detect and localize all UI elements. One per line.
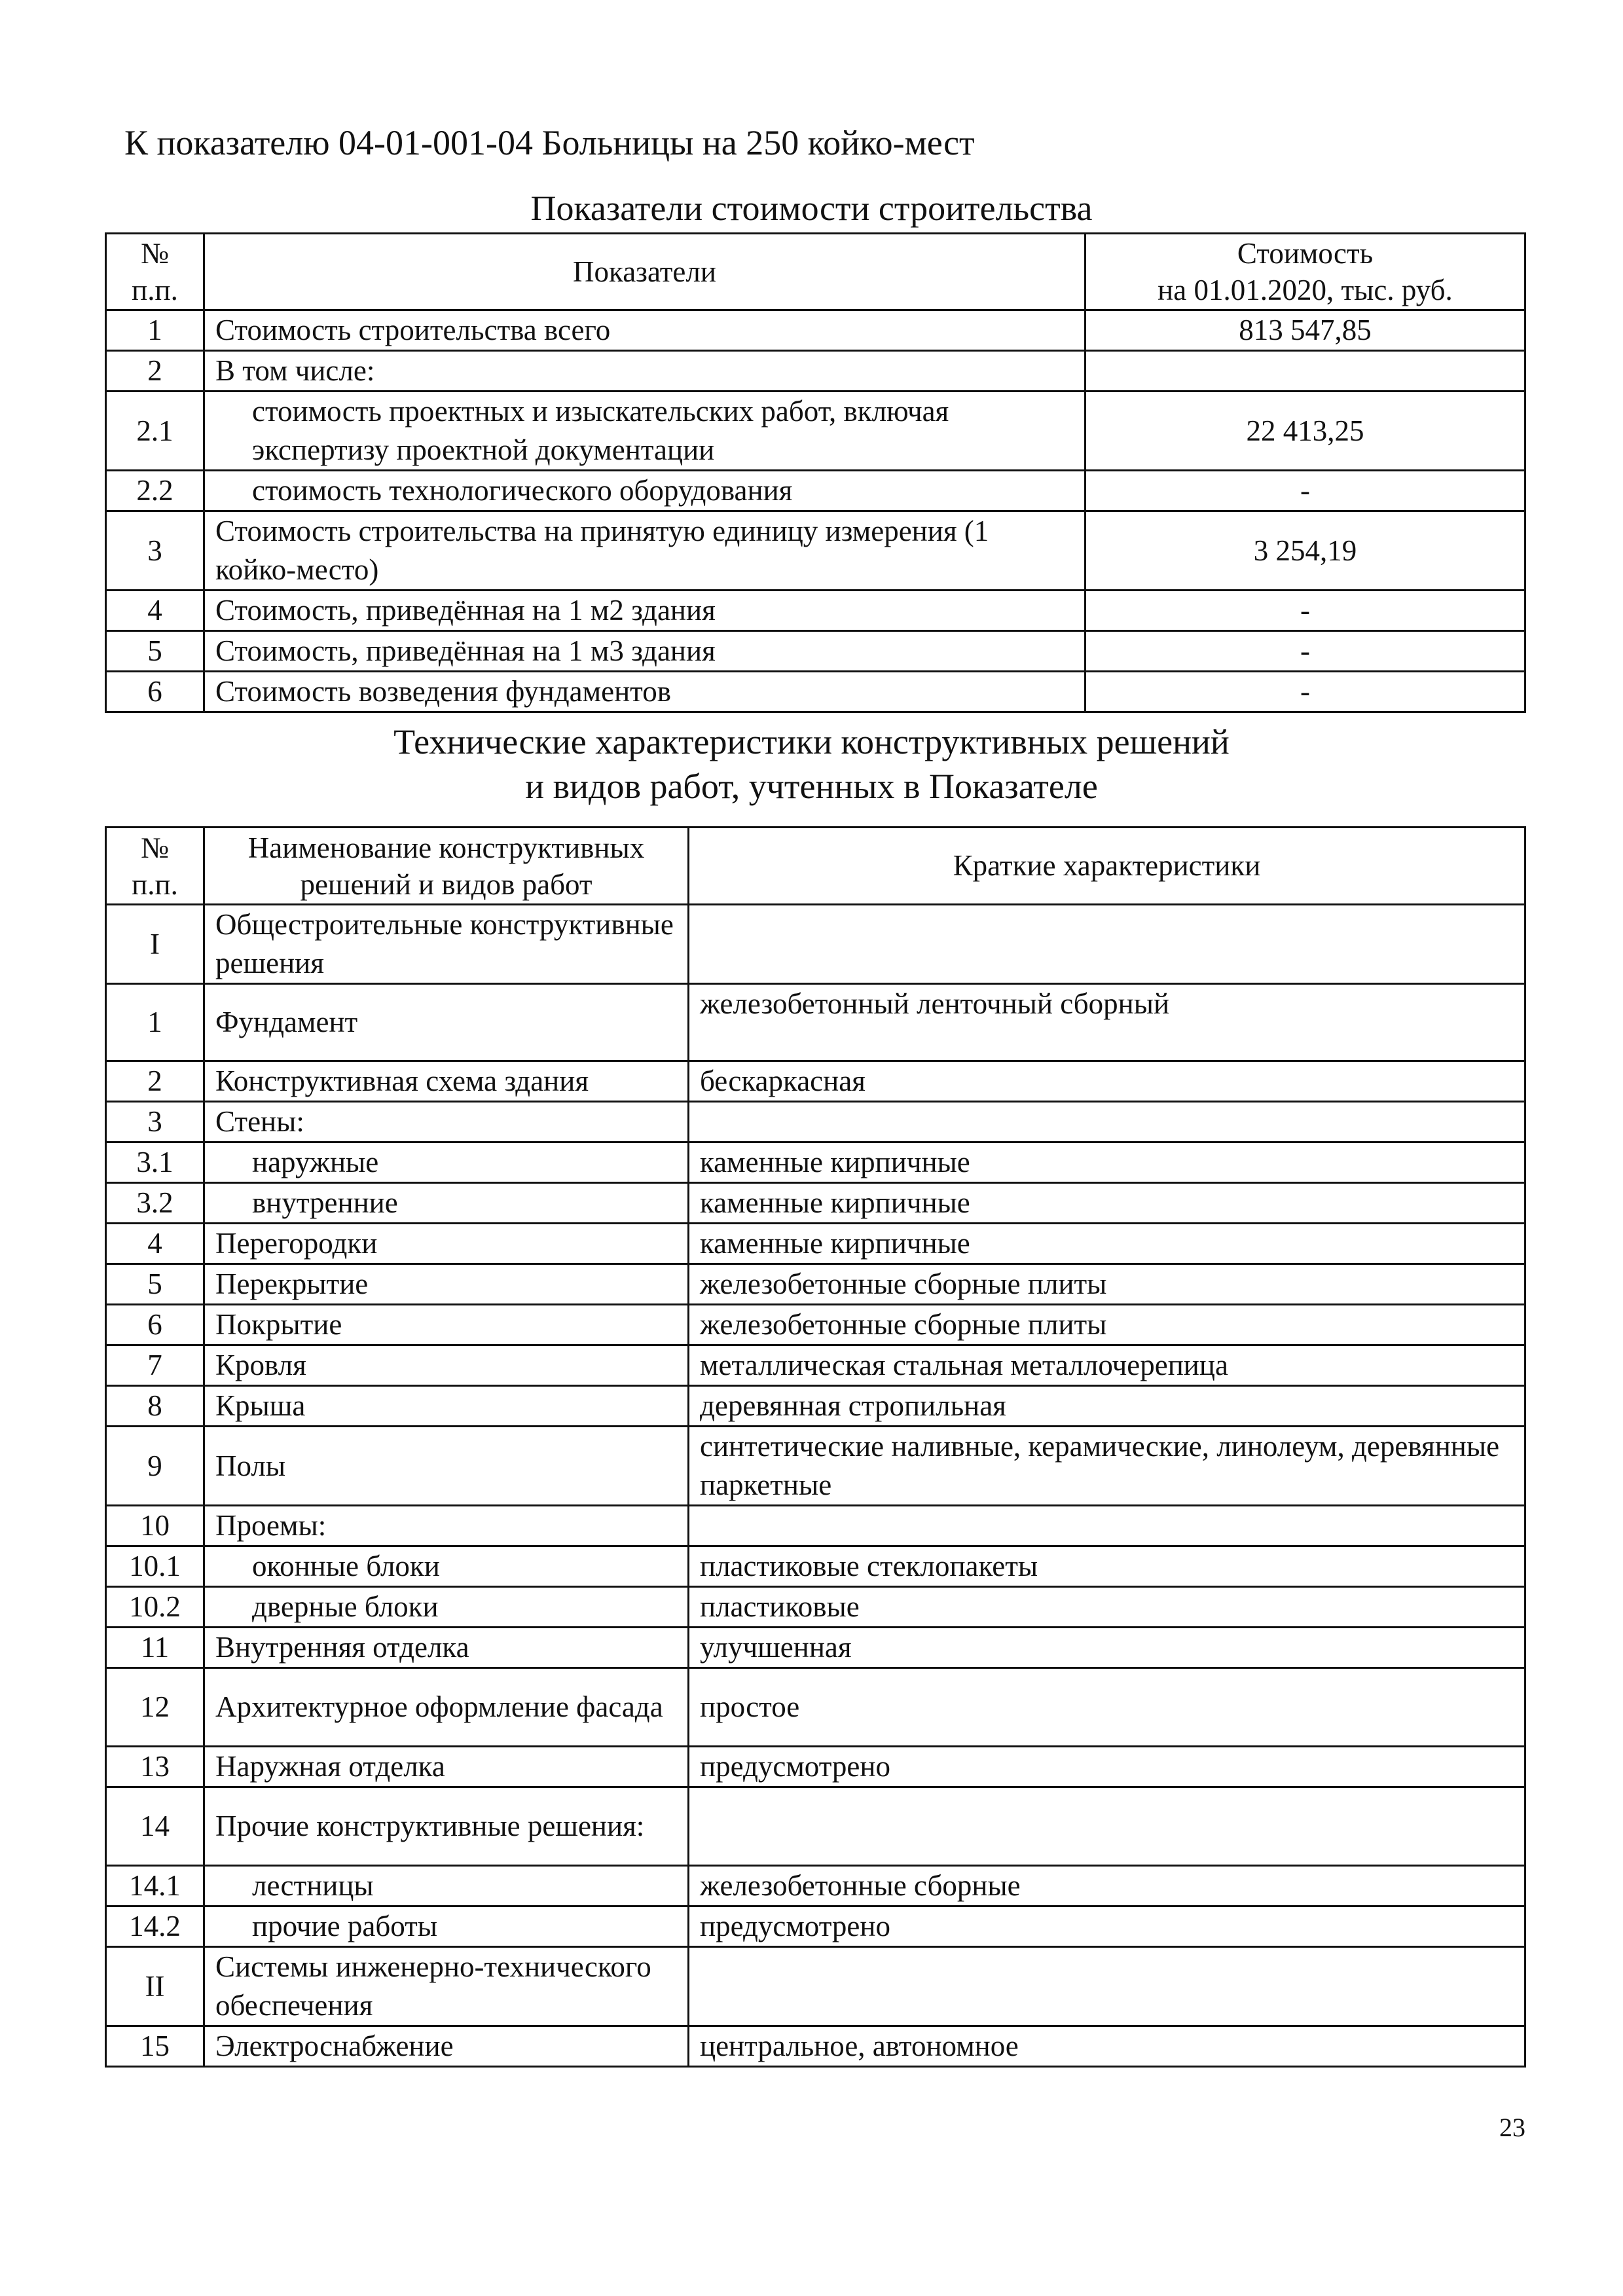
table1-header-num: [106, 234, 204, 310]
row-num: 3: [106, 511, 204, 591]
table1-header-cost: [1085, 234, 1525, 310]
row-name: Покрытие: [204, 1305, 689, 1345]
table1-header-name: Показатели: [204, 234, 1085, 310]
header-num-line2: п.п.: [132, 867, 178, 901]
row-desc: железобетонные сборные плиты: [689, 1264, 1525, 1305]
table-row: [106, 1102, 1525, 1142]
row-name: Архитектурное оформление фасада: [204, 1668, 689, 1747]
row-num: 2: [106, 1061, 204, 1102]
row-desc: синтетические наливные, керамические, линолеум, деревянные паркетные: [689, 1427, 1525, 1506]
row-num: 2: [106, 351, 204, 392]
row-desc: бескаркасная: [689, 1061, 1525, 1102]
row-desc: железобетонные сборные плиты: [689, 1305, 1525, 1345]
table2-title-line2: и видов работ, учтенных в Показателе: [525, 767, 1098, 806]
row-name: Стоимость возведения фундаментов: [204, 672, 1085, 712]
row-desc: деревянная стропильная: [689, 1386, 1525, 1427]
row-desc: предусмотрено: [689, 1906, 1525, 1947]
table-row: [106, 1747, 1525, 1787]
table-row: [106, 1628, 1525, 1668]
row-name: оконные блоки: [204, 1546, 689, 1587]
row-name: В том числе:: [204, 351, 1085, 392]
table-row: [106, 1427, 1525, 1506]
row-name: стоимость технологического оборудования: [204, 471, 1085, 511]
table-row: [106, 905, 1525, 984]
row-desc: [689, 905, 1525, 984]
row-num: 15: [106, 2026, 204, 2067]
row-name: лестницы: [204, 1866, 689, 1906]
table-row: [106, 591, 1525, 631]
row-desc: железобетонный ленточный сборный: [689, 984, 1525, 1061]
table-row: [106, 1061, 1525, 1102]
row-name: Стоимость, приведённая на 1 м2 здания: [204, 591, 1085, 631]
row-num: 4: [106, 1224, 204, 1264]
row-name: Фундамент: [204, 984, 689, 1061]
row-num: 2.2: [106, 471, 204, 511]
row-name: Системы инженерно-технического обеспечения: [204, 1947, 689, 2026]
row-desc: каменные кирпичные: [689, 1183, 1525, 1224]
row-name: наружные: [204, 1142, 689, 1183]
row-num: 5: [106, 1264, 204, 1305]
row-name: внутренние: [204, 1183, 689, 1224]
row-desc: предусмотрено: [689, 1747, 1525, 1787]
row-name: дверные блоки: [204, 1587, 689, 1628]
row-desc: улучшенная: [689, 1628, 1525, 1668]
row-name: прочие работы: [204, 1906, 689, 1947]
row-num: 5: [106, 631, 204, 672]
row-value: [1085, 351, 1525, 392]
row-num: 3.1: [106, 1142, 204, 1183]
row-num: I: [106, 905, 204, 984]
table2-header-desc: Краткие характеристики: [689, 828, 1525, 905]
table-row: [106, 351, 1525, 392]
row-desc: пластиковые стеклопакеты: [689, 1546, 1525, 1587]
row-desc: [689, 1506, 1525, 1546]
header-cost-line2: на 01.01.2020, тыс. руб.: [1158, 274, 1453, 306]
table-row: [106, 1264, 1525, 1305]
row-value: -: [1085, 471, 1525, 511]
table-row: [106, 310, 1525, 351]
row-name: Полы: [204, 1427, 689, 1506]
header-num-line2: п.п.: [132, 274, 178, 306]
table-row: [106, 1906, 1525, 1947]
row-name: Кровля: [204, 1345, 689, 1386]
table-row: [106, 1587, 1525, 1628]
row-num: 14: [106, 1787, 204, 1866]
table-row: [106, 672, 1525, 712]
table-row: [106, 511, 1525, 591]
row-value: -: [1085, 631, 1525, 672]
row-num: 8: [106, 1386, 204, 1427]
row-num: II: [106, 1947, 204, 2026]
page-number: 23: [1499, 2113, 1525, 2142]
row-num: 12: [106, 1668, 204, 1747]
row-num: 6: [106, 1305, 204, 1345]
row-num: 14.1: [106, 1866, 204, 1906]
row-name: Стоимость строительства всего: [204, 310, 1085, 351]
row-num: 10.1: [106, 1546, 204, 1587]
row-desc: металлическая стальная металлочерепица: [689, 1345, 1525, 1386]
row-desc: [689, 1102, 1525, 1142]
table1-title: Показатели стоимости строительства: [530, 189, 1093, 228]
table2-header-num: [106, 828, 204, 905]
row-desc: пластиковые: [689, 1587, 1525, 1628]
table-row: [106, 1142, 1525, 1183]
table-row: [106, 984, 1525, 1061]
cost-indicators-table: [105, 232, 1526, 713]
row-name: Конструктивная схема здания: [204, 1061, 689, 1102]
row-name: Стоимость, приведённая на 1 м3 здания: [204, 631, 1085, 672]
page-heading: К показателю 04-01-001-04 Больницы на 250 койко-мест: [124, 123, 975, 162]
row-name: Наружная отделка: [204, 1747, 689, 1787]
table-row: [106, 1305, 1525, 1345]
row-desc: центральное, автономное: [689, 2026, 1525, 2067]
row-num: 2.1: [106, 392, 204, 471]
row-name: Перегородки: [204, 1224, 689, 1264]
table-row: [106, 392, 1525, 471]
row-num: 14.2: [106, 1906, 204, 1947]
row-name: Стены:: [204, 1102, 689, 1142]
row-num: 3: [106, 1102, 204, 1142]
table-row: [106, 471, 1525, 511]
row-num: 13: [106, 1747, 204, 1787]
table-row: [106, 631, 1525, 672]
row-desc: [689, 1947, 1525, 2026]
row-desc: железобетонные сборные: [689, 1866, 1525, 1906]
row-desc: [689, 1787, 1525, 1866]
row-name: Общестроительные конструктивные решения: [204, 905, 689, 984]
table-row: [106, 1546, 1525, 1587]
table-row: [106, 1183, 1525, 1224]
table-row: [106, 2026, 1525, 2067]
row-num: 11: [106, 1628, 204, 1668]
row-value: -: [1085, 672, 1525, 712]
row-value: -: [1085, 591, 1525, 631]
row-name: стоимость проектных и изыскательских работ, включая экспертизу проектной документации: [204, 392, 1085, 471]
row-value: 813 547,85: [1085, 310, 1525, 351]
header-num-line1: №: [141, 237, 169, 270]
row-name: Стоимость строительства на принятую единицу измерения (1 койко-место): [204, 511, 1085, 591]
table-row: [106, 1668, 1525, 1747]
header-num-line1: №: [141, 831, 169, 864]
row-num: 10.2: [106, 1587, 204, 1628]
row-num: 9: [106, 1427, 204, 1506]
table-row: [106, 1386, 1525, 1427]
row-name: Внутренняя отделка: [204, 1628, 689, 1668]
table2-header-name: Наименование конструктивных решений и видов работ: [204, 828, 689, 905]
row-num: 6: [106, 672, 204, 712]
row-desc: простое: [689, 1668, 1525, 1747]
table-row: [106, 1787, 1525, 1866]
table2-header-row: [106, 828, 1525, 905]
row-name: Электроснабжение: [204, 2026, 689, 2067]
row-desc: каменные кирпичные: [689, 1224, 1525, 1264]
row-value: 22 413,25: [1085, 392, 1525, 471]
header-cost-line1: Стоимость: [1237, 237, 1374, 270]
row-name: Проемы:: [204, 1506, 689, 1546]
row-name: Крыша: [204, 1386, 689, 1427]
table2-title-line1: Технические характеристики конструктивных решений: [393, 722, 1230, 761]
row-num: 7: [106, 1345, 204, 1386]
row-desc: каменные кирпичные: [689, 1142, 1525, 1183]
row-num: 1: [106, 310, 204, 351]
table-row: [106, 1345, 1525, 1386]
table-row: [106, 1947, 1525, 2026]
table-row: [106, 1224, 1525, 1264]
row-num: 4: [106, 591, 204, 631]
table-row: [106, 1506, 1525, 1546]
row-num: 10: [106, 1506, 204, 1546]
row-num: 1: [106, 984, 204, 1061]
table1-header-row: [106, 234, 1525, 310]
row-name: Прочие конструктивные решения:: [204, 1787, 689, 1866]
table-row: [106, 1866, 1525, 1906]
row-value: 3 254,19: [1085, 511, 1525, 591]
row-num: 3.2: [106, 1183, 204, 1224]
row-name: Перекрытие: [204, 1264, 689, 1305]
technical-characteristics-table: [105, 826, 1526, 2068]
